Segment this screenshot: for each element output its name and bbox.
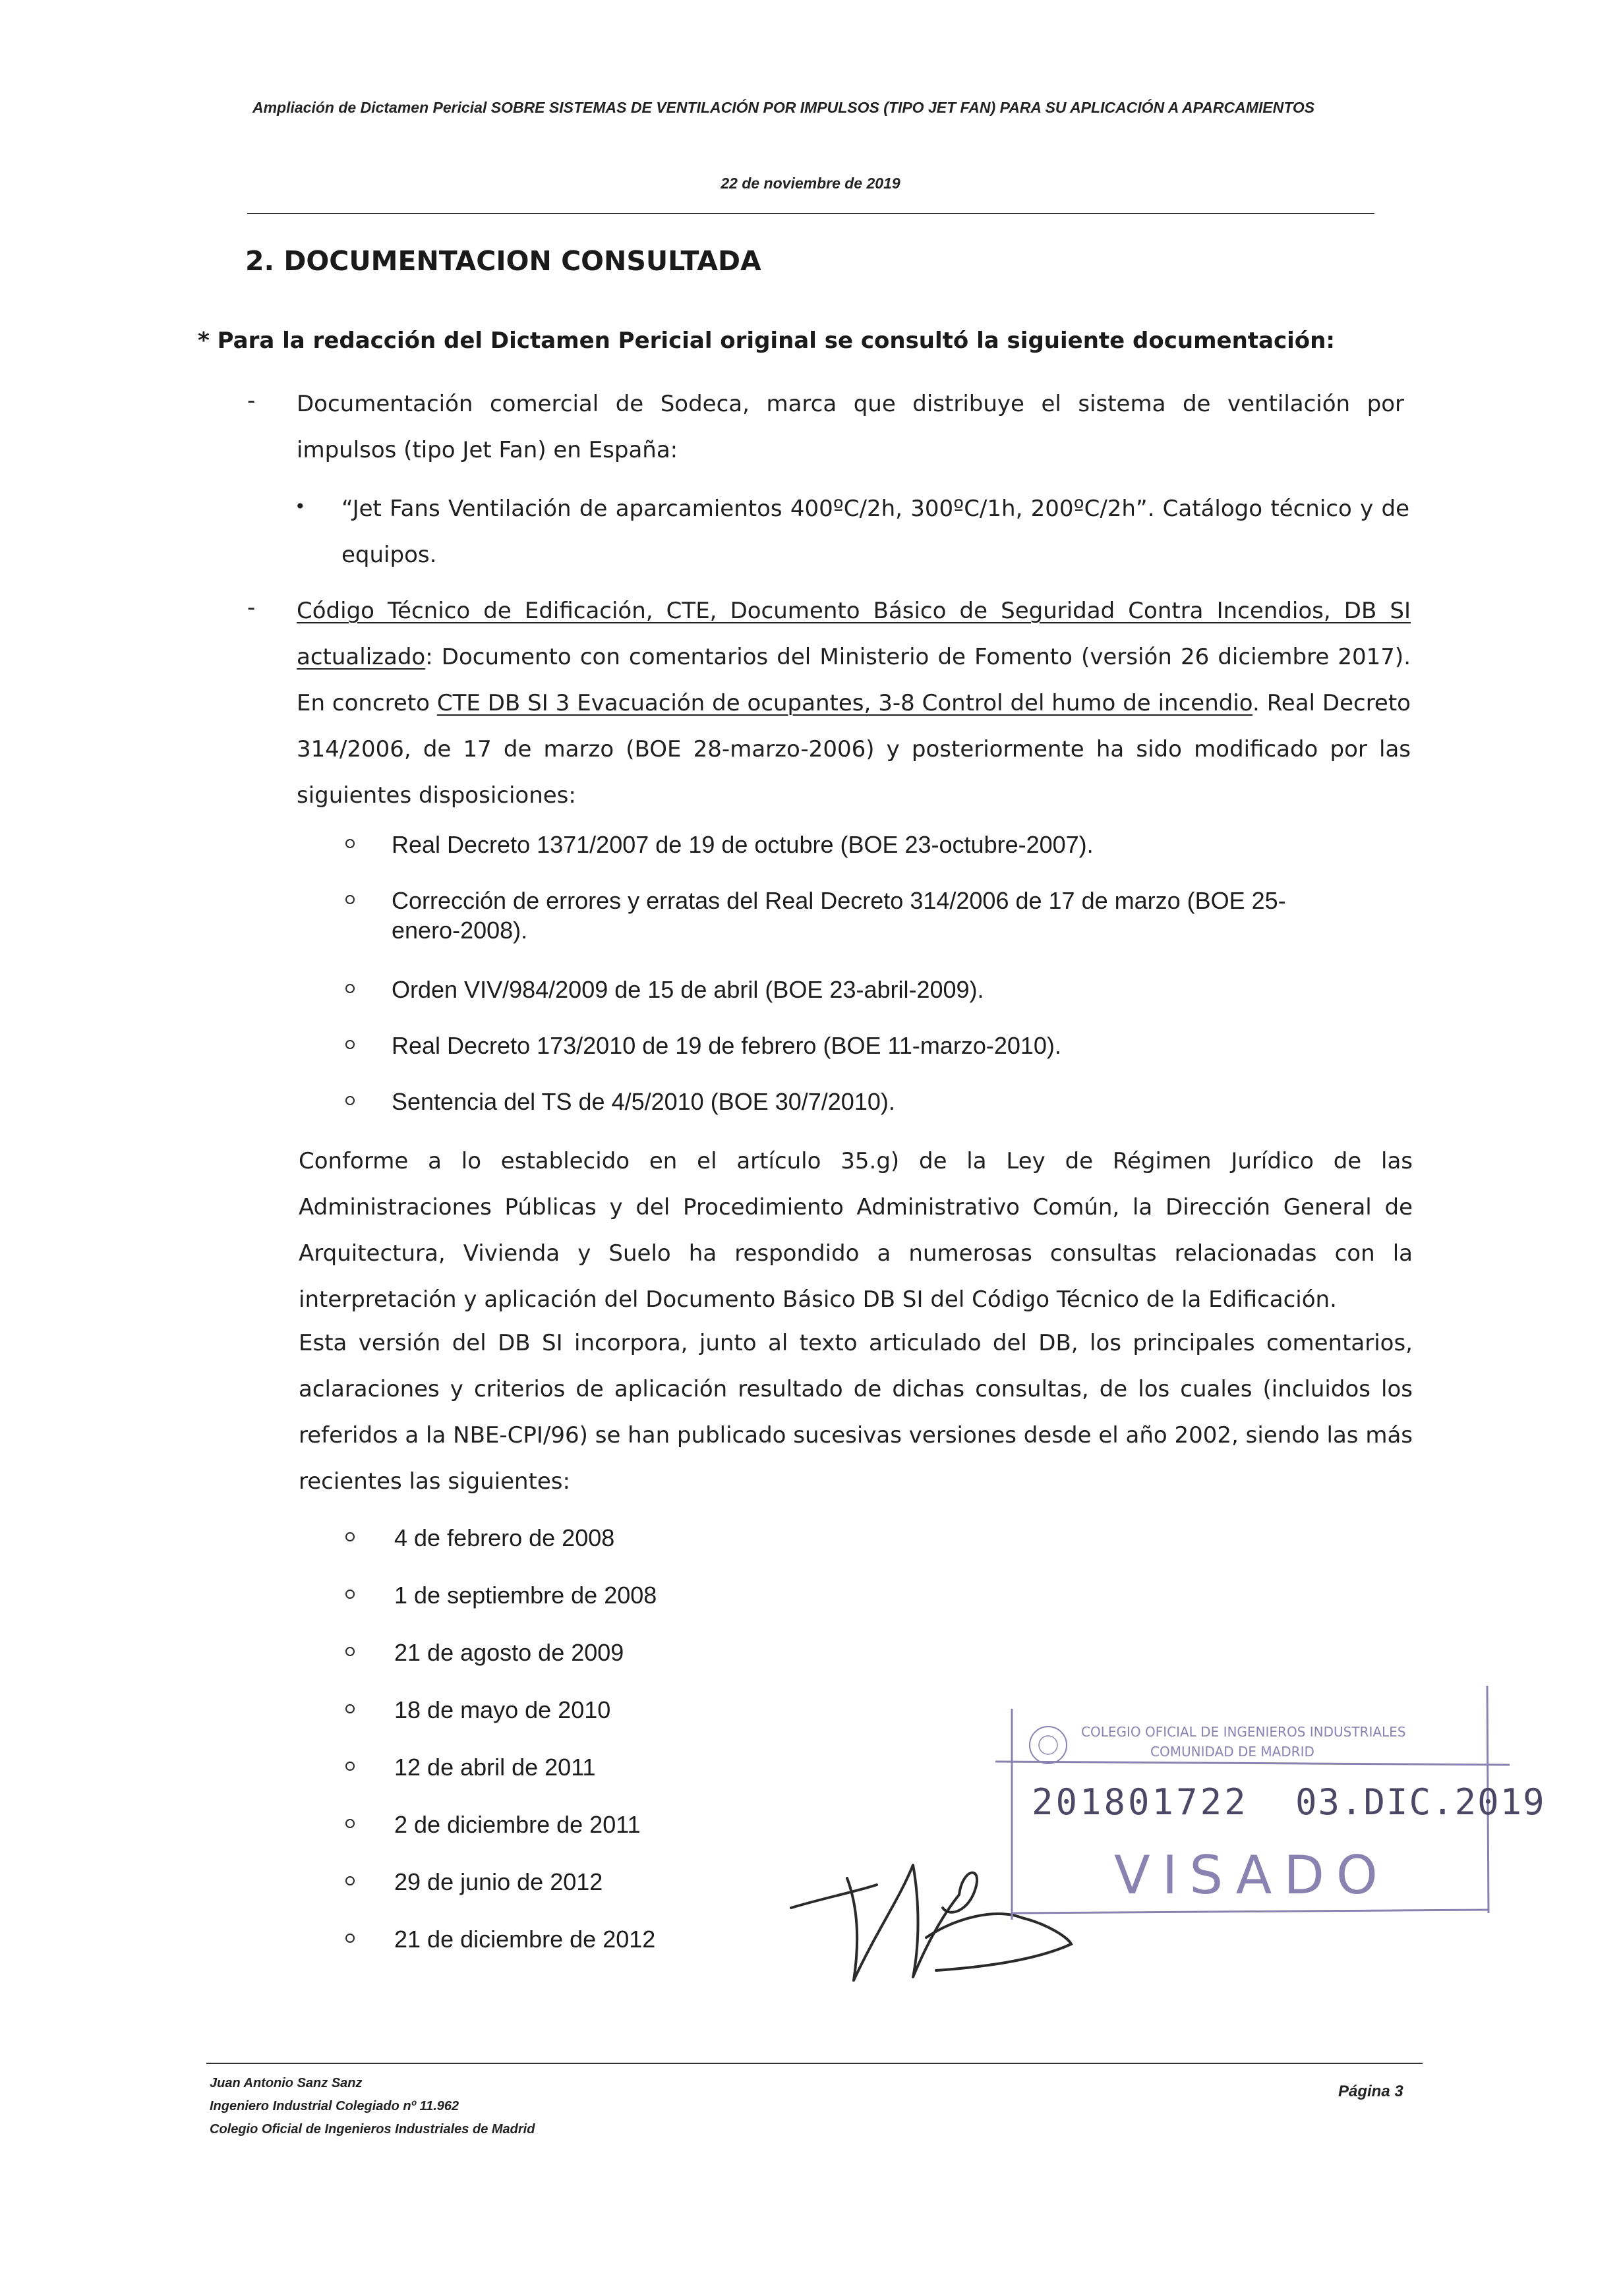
footer-author-title: Ingeniero Industrial Colegiado nº 11.962 xyxy=(210,2099,459,2113)
paragraph-versions: Esta versión del DB SI incorpora, junto al texto articulado del DB, los principales comentarios, aclaraciones y criterios de aplicación resultado de dichas consultas, de los cuales (incluidos los referidos a la NBE-CPI/96) se han publicado sucesivas versiones desde el año 2002, siendo las más recientes las siguientes: xyxy=(299,1330,1413,1495)
cte-reference: Código Técnico de Edificación, CTE, Documento Básico de Seguridad Contra Incendios, DB SI actualizado xyxy=(297,598,1411,670)
circle-bullet-icon xyxy=(345,1096,355,1105)
header-title: Ampliación de Dictamen Pericial SOBRE SISTEMAS DE VENTILACIÓN POR IMPULSOS (TIPO JET FAN) PARA SU APLICACIÓN A APARCAMIENTOS xyxy=(252,99,1315,116)
section-title: 2. DOCUMENTACION CONSULTADA xyxy=(245,245,761,277)
document-page: Ampliación de Dictamen Pericial SOBRE SISTEMAS DE VENTILACIÓN POR IMPULSOS (TIPO JET FAN) PARA SU APLICACIÓN A APARCAMIENTOS 22 de noviembre de 2019 2. DOCUMENTACION CONSULTADA * Para la redacción del Dictamen Pericial original se consultó la siguiente documentación: - Documentación comercial de Sodeca, marca que distribuye el sistema de ventilación por impulsos (tipo Jet Fan) en España: • “Jet Fans Ventilación de aparcamientos 400ºC/2h, 300ºC/1h, 200ºC/2h”. Catálogo técnico y de equipos. - Código Técnico de Edificación, CTE, Documento Básico de Seguridad Contra Incendios, DB SI actualizado: Documento con comentarios del Ministerio de Fomento (versión 26 diciembre 2017). En concreto CTE DB SI 3 Evacuación de ocupantes, 3-8 Control del humo de incendio. Real Decreto 314/2006, de 17 de marzo (BOE 28-marzo-2006) y posteriormente ha sido modificado por las siguientes disposiciones: Real Decreto 1371/2007 de 19 de octubre (BOE 23-octubre-2007). Corrección de errores y erratas del Real Decreto 314/2006 de 17 de marzo (BOE 25- enero-2008). Orden VIV/984/2009 de 15 de abril (BOE 23-abril-2009). Real Decreto 173/2010 de 19 de febrero (BOE 11-marzo-2010). Sentencia del TS de 4/5/2010 (BOE 30/7/2010). Conforme a lo establecido en el artículo 35.g) de la Ley de Régimen Jurídico de las Administraciones Públicas y del Procedimiento Administrativo Común, la Dirección General de Arquitectura, Vivienda y Suelo ha respondido a numerosas consultas relacionadas con la interpretación y aplicación del Documento Básico DB SI del Código Técnico de la Edificación. Esta versión del DB SI incorpora, junto al texto articulado del DB, los principales comentarios, aclaraciones y criterios de aplicación resultado de dichas consultas, de los cuales (incluidos los referidos a la NBE-CPI/96) se han publicado sucesivas versiones desde el año 2002, siendo las más recientes las siguientes: 4 de febrero de 2008 1 de septiembre de 2008 21 de agosto de 2009 18 de mayo de 2010 12 de abril de 2011 2 de diciembre de 2011 29 de junio de 2012 21 de diciembre de 2012 COLEGIO OFICIAL DE INGENIEROS INDUSTRIALES COMUNIDAD DE MADRID 201801722 03.DIC.2019 VISADO Juan Antonio Sanz Sanz Ingeniero Industrial Colegiado nº 11.962 Colegio Oficial de Ingenieros Industriales de Madrid Página 3 xyxy=(0,0,1621,2296)
stamp-org-line1: COLEGIO OFICIAL DE INGENIEROS INDUSTRIALES xyxy=(1081,1724,1406,1740)
circle-bullet-icon xyxy=(345,1934,355,1943)
circle-bullet-icon xyxy=(345,1876,355,1885)
footer-college: Colegio Oficial de Ingenieros Industriales de Madrid xyxy=(210,2122,535,2137)
section-intro: * Para la redacción del Dictamen Pericial original se consultó la siguiente documentación: xyxy=(198,328,1335,354)
cte-text-2: . Real Decreto 314/2006, de 17 de marzo (BOE 28-marzo-2006) y posteriormente ha sido modificado por las siguientes disposiciones: xyxy=(297,690,1411,809)
item-commercial-doc: Documentación comercial de Sodeca, marca que distribuye el sistema de ventilación por impulsos (tipo Jet Fan) en España: xyxy=(297,391,1404,463)
footer-author-name: Juan Antonio Sanz Sanz xyxy=(210,2076,363,2090)
header-divider xyxy=(247,213,1374,214)
circle-bullet-icon xyxy=(345,1704,355,1713)
cte-section-reference: CTE DB SI 3 Evacuación de ocupantes, 3-8 Control del humo de incendio xyxy=(436,690,1253,716)
cte-text-1: : Documento con comentarios del Ministerio de Fomento (versión 26 diciembre 2017). En concreto xyxy=(297,644,1411,716)
page-number: Página 3 xyxy=(1338,2082,1403,2100)
list-dash: - xyxy=(247,387,256,414)
circle-bullet-icon xyxy=(345,1762,355,1771)
circle-bullet-icon xyxy=(345,895,355,904)
stamp-number: 201801722 xyxy=(1032,1781,1249,1823)
circle-bullet-icon xyxy=(345,984,355,993)
stamp-label: VISADO xyxy=(1114,1845,1390,1906)
circle-bullet-icon xyxy=(345,1819,355,1828)
circle-bullet-icon xyxy=(345,1532,355,1541)
stamp-org-line2: COMUNIDAD DE MADRID xyxy=(1150,1744,1314,1760)
list-dash: - xyxy=(247,594,256,621)
circle-bullet-icon xyxy=(345,1040,355,1049)
item-catalog: “Jet Fans Ventilación de aparcamientos 400ºC/2h, 300ºC/1h, 200ºC/2h”. Catálogo técnico y de equipos. xyxy=(341,496,1409,568)
stamp-date: 03.DIC.2019 xyxy=(1295,1781,1546,1823)
footer-divider xyxy=(206,2063,1423,2064)
paragraph-consultas: Conforme a lo establecido en el artículo 35.g) de la Ley de Régimen Jurídico de las Administraciones Públicas y del Procedimiento Administrativo Común, la Dirección General de Arquitectura, Vivienda y Suelo ha respondido a numerosas consultas relacionadas con la interpretación y aplicación del Documento Básico DB SI del Código Técnico de la Edificación. xyxy=(299,1148,1413,1313)
item-cte-doc xyxy=(297,588,1411,818)
header-date: 22 de noviembre de 2019 xyxy=(721,175,900,192)
circle-bullet-icon xyxy=(345,839,355,848)
visado-stamp xyxy=(995,1682,1546,1933)
bullet-dot: • xyxy=(295,496,306,517)
circle-bullet-icon xyxy=(345,1590,355,1599)
circle-bullet-icon xyxy=(345,1647,355,1656)
